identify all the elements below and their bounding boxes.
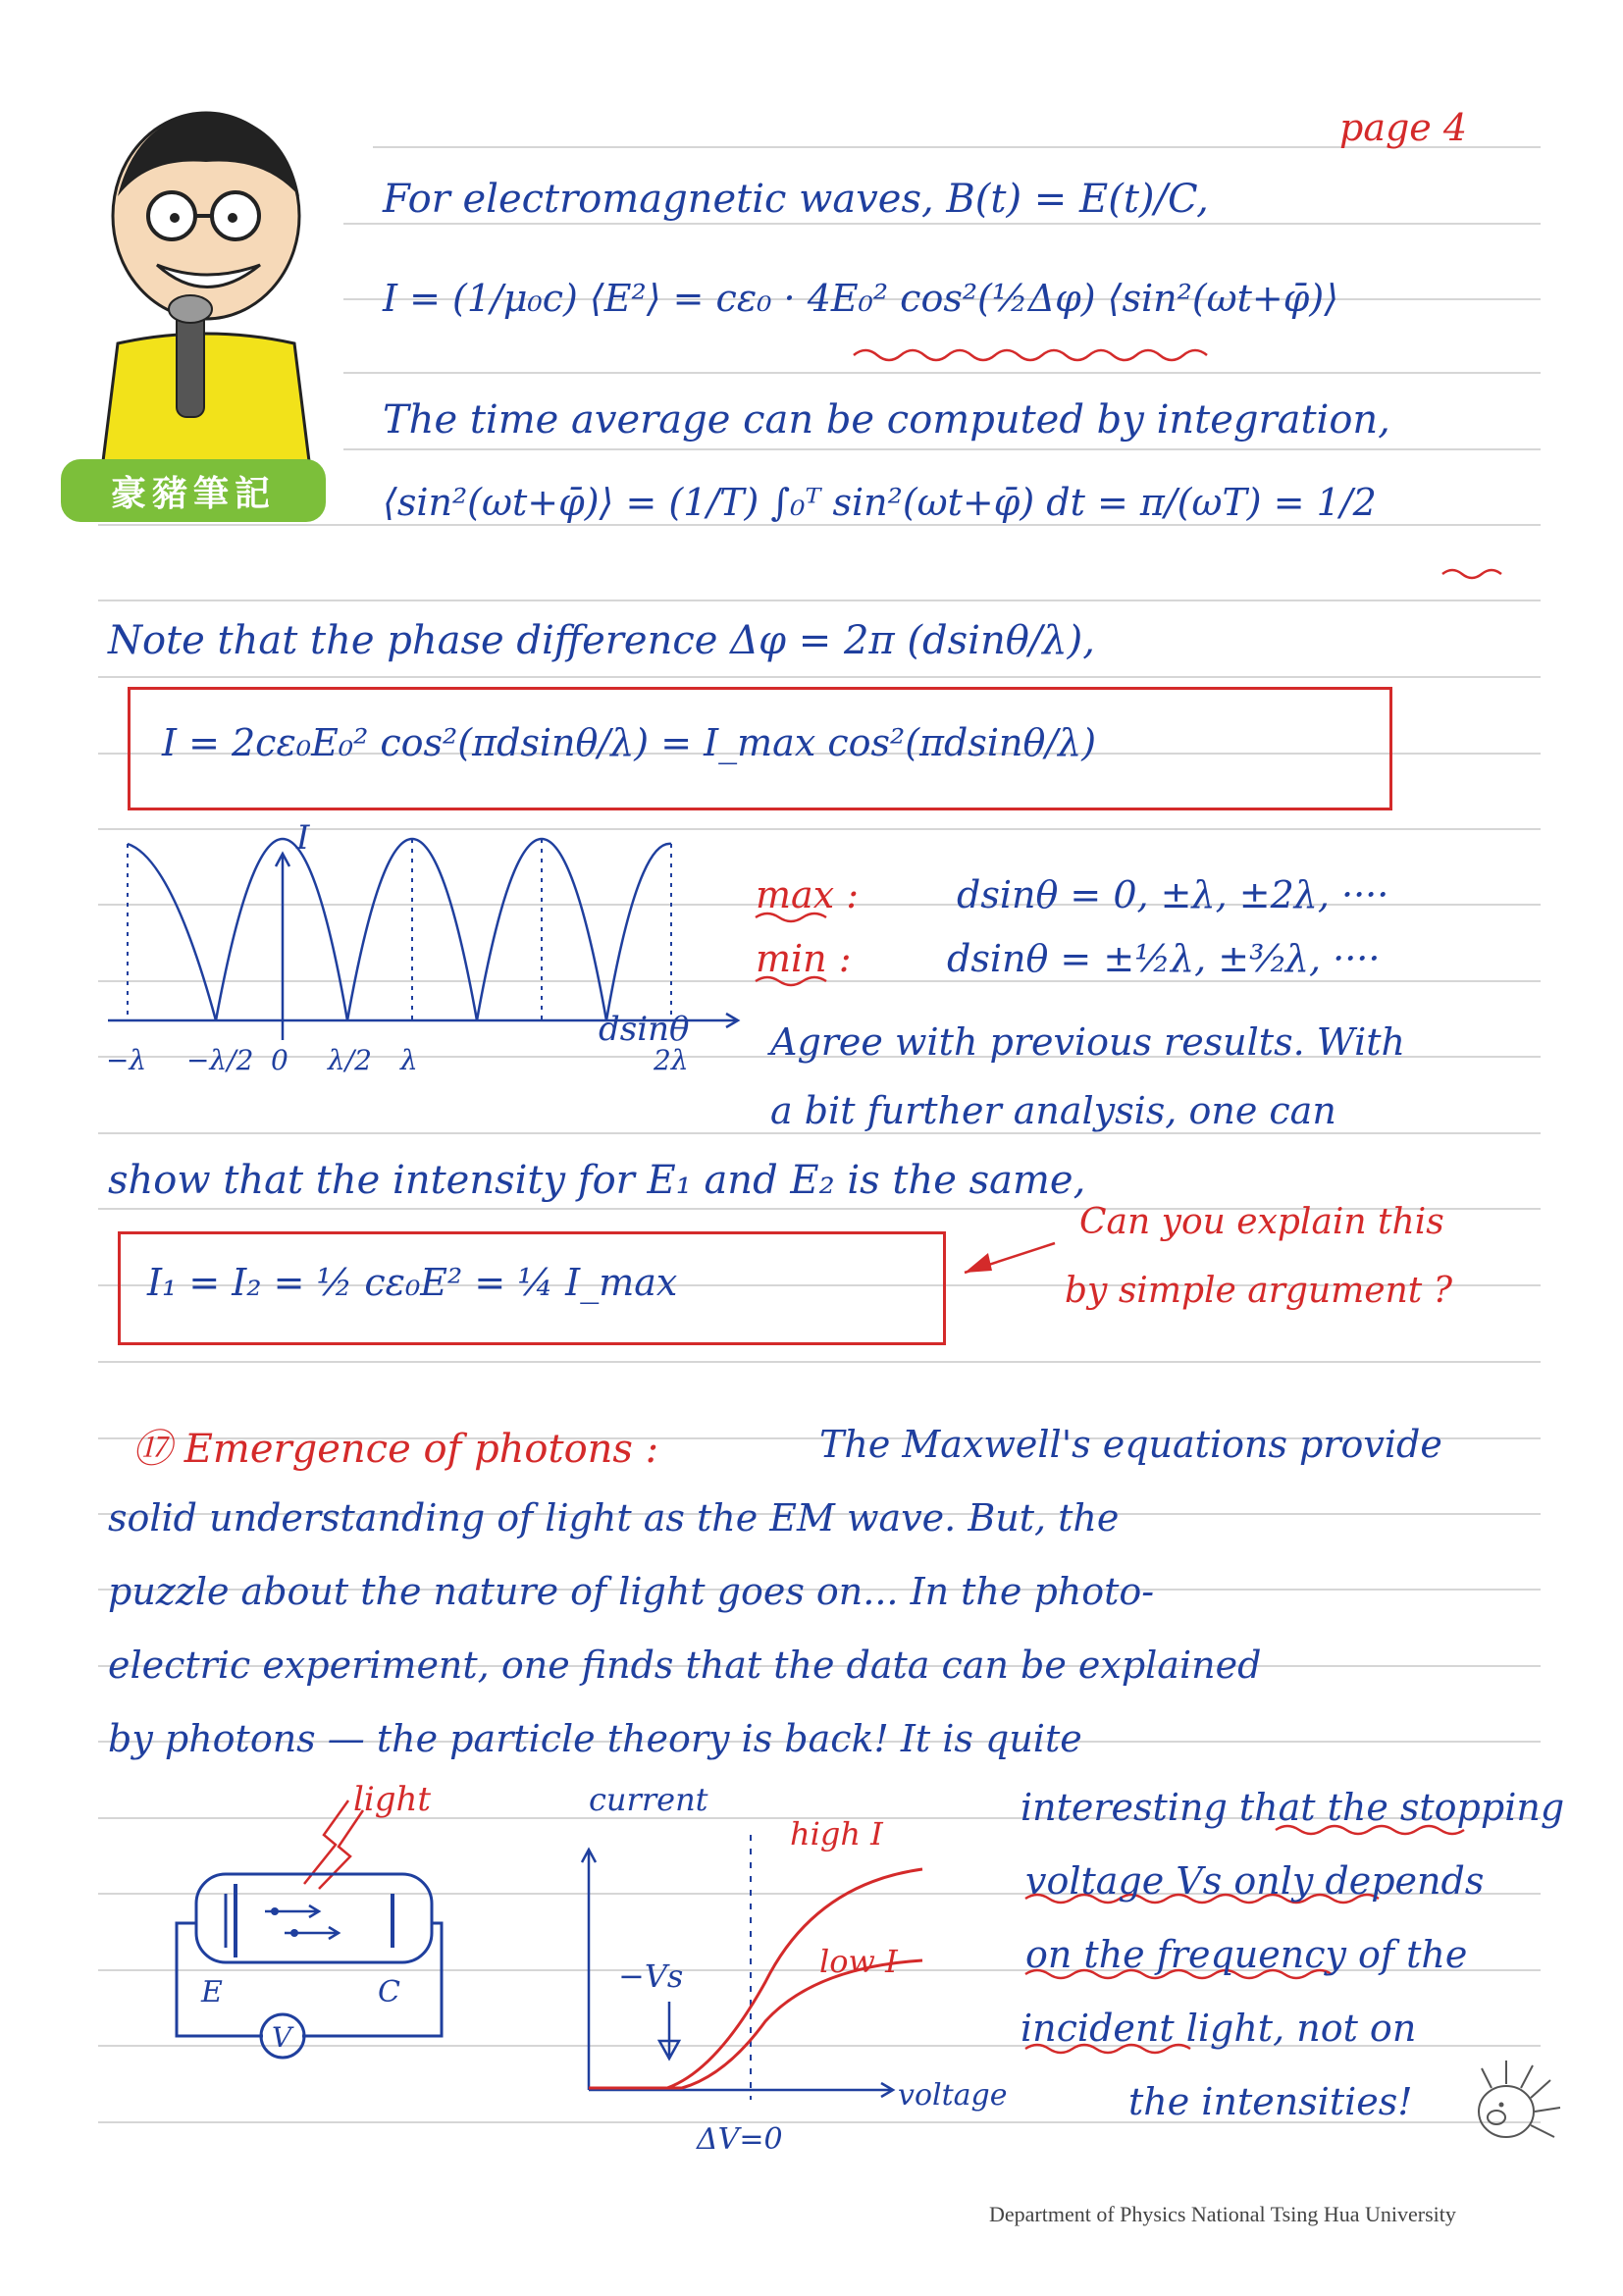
time-average-line: The time average can be computed by integration,	[383, 397, 1390, 443]
max-condition: dsinθ = 0, ±λ, ±2λ, ····	[957, 873, 1389, 916]
low-intensity-label: low I	[819, 1943, 898, 1980]
tick-label: λ	[400, 1044, 418, 1076]
page-label: page 4	[1339, 106, 1468, 149]
tick-label: 2λ	[654, 1044, 689, 1076]
right-text-line: the intensities!	[1128, 2080, 1413, 2123]
interference-plot	[88, 819, 756, 1104]
footer: Department of Physics National Tsing Hua University	[989, 2202, 1456, 2226]
boxed-i1i2-equation: I₁ = I₂ = ½ cε₀E² = ¼ I_max	[147, 1261, 678, 1304]
integral-equation: ⟨sin²(ωt+φ̄)⟩ = (1/T) ∫₀ᵀ sin²(ωt+φ̄) dt = π/(ωT) = 1/2	[383, 481, 1377, 524]
right-text-line: voltage Vs only depends	[1025, 1859, 1485, 1903]
stopping-voltage-plot	[559, 1776, 1070, 2159]
paragraph-line: by photons — the particle theory is back! It is quite	[108, 1717, 1082, 1760]
arrow-icon	[957, 1231, 1065, 1290]
emergence-title: ⑰ Emergence of photons :	[132, 1427, 659, 1472]
intensity-equation: I = (1/μ₀c) ⟨E²⟩ = cε₀ · 4E₀² cos²(½Δφ) ⟨sin²(ωt+φ̄)⟩	[383, 277, 1339, 320]
max-label: max :	[756, 873, 860, 916]
high-intensity-label: high I	[790, 1815, 883, 1852]
badge: 豪豬筆記	[61, 459, 326, 522]
tick-label: 0	[271, 1044, 288, 1076]
paragraph-line: puzzle about the nature of light goes on... In the photo-	[108, 1570, 1155, 1613]
paragraph-line: solid understanding of light as the EM wave. But, the	[108, 1496, 1120, 1539]
stopping-voltage-label: −Vs	[618, 1957, 684, 1995]
photoelectric-circuit	[157, 1776, 471, 2080]
emitter-label: E	[201, 1975, 223, 2009]
paragraph-line: electric experiment, one finds that the data can be explained	[108, 1644, 1262, 1687]
right-text-line: interesting that the stopping	[1021, 1786, 1565, 1829]
collector-label: C	[378, 1975, 400, 2009]
agree-line-2: a bit further analysis, one can	[770, 1089, 1336, 1132]
tick-label: −λ	[106, 1044, 147, 1076]
current-axis-label: current	[589, 1781, 708, 1818]
tick-label: −λ/2	[186, 1044, 254, 1076]
min-condition: dsinθ = ±½λ, ±³⁄₂λ, ····	[947, 937, 1381, 980]
porcupine-doodle-icon	[1452, 2051, 1570, 2159]
voltage-axis-label: voltage	[898, 2078, 1008, 2113]
plot-y-label: I	[296, 819, 310, 858]
boxed-intensity-equation: I = 2cε₀E₀² cos²(πdsinθ/λ) = I_max cos²(πdsinθ/λ)	[162, 721, 1097, 764]
light-label: light	[353, 1780, 432, 1819]
tick-label: λ/2	[328, 1044, 372, 1076]
em-waves-line: For electromagnetic waves, B(t) = E(t)/C,	[383, 177, 1209, 222]
right-text-line: on the frequency of the	[1025, 1933, 1468, 1976]
question-line-2: by simple argument ?	[1065, 1271, 1452, 1311]
meter-label: V	[272, 2021, 292, 2054]
question-line-1: Can you explain this	[1079, 1202, 1444, 1242]
show-line: show that the intensity for E₁ and E₂ is the same,	[108, 1158, 1086, 1203]
min-label: min :	[756, 937, 852, 980]
paragraph-line: The Maxwell's equations provide	[819, 1423, 1442, 1466]
right-text-line: incident light, not on	[1021, 2007, 1417, 2050]
agree-line-1: Agree with previous results. With	[770, 1020, 1406, 1064]
phase-note-line: Note that the phase difference Δφ = 2π (dsinθ/λ),	[108, 618, 1095, 663]
plot-x-label: dsinθ	[599, 1010, 690, 1049]
zero-voltage-label: ΔV=0	[697, 2122, 783, 2157]
